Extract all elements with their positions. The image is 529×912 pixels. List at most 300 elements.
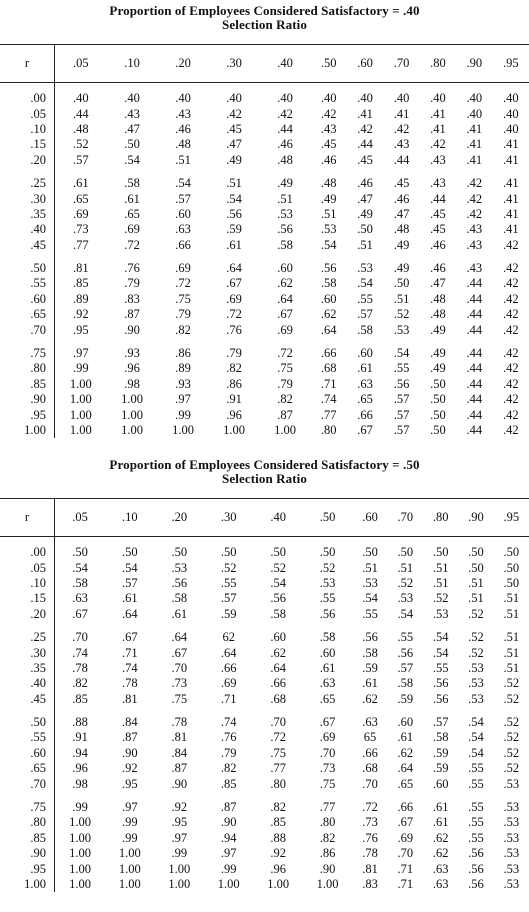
table-cell: .46 <box>277 137 293 152</box>
table-cell: .66 <box>357 407 373 422</box>
table-cell: .94 <box>220 830 237 845</box>
table-row <box>0 307 529 322</box>
table-cell: .89 <box>73 291 89 306</box>
table-cell: .78 <box>171 715 188 730</box>
table-cell: .70 <box>362 776 378 791</box>
r-value: .90 <box>0 846 55 861</box>
table-cell: .65 <box>73 191 89 206</box>
table-cell: .50 <box>503 545 520 560</box>
table-cell: .58 <box>277 237 293 252</box>
table-cell: .84 <box>171 745 188 760</box>
table-cell: 1.00 <box>217 877 240 891</box>
table-cell: .78 <box>362 846 378 861</box>
table-cell: .73 <box>171 676 188 691</box>
r-value: .00 <box>0 91 55 106</box>
table-row <box>0 176 529 191</box>
table-cell: .75 <box>171 691 188 706</box>
table-row <box>0 261 529 276</box>
table-cell: .56 <box>432 691 449 706</box>
table-cell: .53 <box>503 800 520 815</box>
table-cell: .82 <box>72 676 88 691</box>
table-cell: .61 <box>357 361 373 376</box>
table-cell: .99 <box>72 800 88 815</box>
table-cell: .50 <box>72 545 88 560</box>
table-row <box>0 222 529 237</box>
table-cell: .97 <box>171 830 188 845</box>
table-cell: 1.00 <box>168 861 191 876</box>
table-cell: .51 <box>503 630 520 645</box>
table-row <box>0 761 529 776</box>
table-cell: .97 <box>175 392 191 407</box>
r-value: .80 <box>0 815 55 830</box>
table-cell: .51 <box>277 191 293 206</box>
table-cell: .57 <box>397 660 414 675</box>
table-cell: .40 <box>124 91 140 106</box>
table-cell: .56 <box>468 877 484 891</box>
table-cell: .42 <box>502 407 519 422</box>
table-row <box>0 276 529 291</box>
table-cell: .82 <box>270 800 286 815</box>
table-cell: .69 <box>220 676 237 691</box>
table-cell: .42 <box>466 176 483 191</box>
r-value: 1.00 <box>0 423 55 438</box>
table-cell: .53 <box>319 575 336 590</box>
table-cell: .57 <box>73 152 89 167</box>
table-cell: .55 <box>468 830 484 845</box>
table-cell: .63 <box>72 591 88 606</box>
selection-ratio-header: .50 <box>311 45 347 83</box>
table-cell: .51 <box>432 560 449 575</box>
selection-ratio-header: .40 <box>253 499 302 537</box>
r-value: .15 <box>0 591 55 606</box>
table-row <box>0 91 529 106</box>
table-cell: 1.00 <box>118 877 141 891</box>
table-cell: .86 <box>319 846 336 861</box>
table-cell: .73 <box>362 815 378 830</box>
table-cell: .70 <box>171 660 188 675</box>
table-cell: .57 <box>393 392 410 407</box>
table-cell: .51 <box>432 575 449 590</box>
table-cell: .50 <box>362 545 378 560</box>
table-cell: .86 <box>226 376 242 391</box>
table-cell: .55 <box>357 291 373 306</box>
table-cell: .43 <box>175 106 191 121</box>
table-cell: .40 <box>430 91 446 106</box>
table-cell: .50 <box>270 545 286 560</box>
table-cell: .59 <box>397 691 414 706</box>
r-value: .60 <box>0 746 55 761</box>
table-cell: 1.00 <box>267 877 290 891</box>
table-cell: .51 <box>320 206 337 221</box>
table-cell: .69 <box>124 222 140 237</box>
table-cell: .92 <box>270 846 286 861</box>
table-cell: .50 <box>124 137 140 152</box>
table-cell: .50 <box>357 222 373 237</box>
table-cell: .41 <box>466 137 483 152</box>
table-cell: .56 <box>432 676 449 691</box>
table-cell: .52 <box>503 761 520 776</box>
r-value: .70 <box>0 776 55 791</box>
table-cell: .56 <box>277 222 293 237</box>
table-cell: .90 <box>121 745 138 760</box>
table-cell: 1.00 <box>69 423 92 437</box>
table-cell: .56 <box>468 846 484 861</box>
table-cell: .76 <box>124 261 140 276</box>
table-cell: .82 <box>226 361 242 376</box>
r-value: .35 <box>0 661 55 676</box>
table-cell: .51 <box>362 560 378 575</box>
table-cell: .47 <box>357 191 373 206</box>
table-row <box>0 392 529 407</box>
table-cell: .53 <box>503 846 520 861</box>
table-cell: .54 <box>72 560 88 575</box>
table-cell: .53 <box>468 691 484 706</box>
table-cell: .43 <box>393 137 410 152</box>
table-cell: .75 <box>277 361 293 376</box>
r-value: .10 <box>0 576 55 591</box>
table-cell: .71 <box>320 376 337 391</box>
group-spacer <box>0 707 529 715</box>
table-cell: .50 <box>319 545 336 560</box>
table-row <box>0 861 529 876</box>
table-cell: .55 <box>468 776 484 791</box>
table-cell: .62 <box>277 276 293 291</box>
table-cell: .44 <box>73 106 89 121</box>
table-cell: .87 <box>277 407 293 422</box>
table-cell: .75 <box>270 745 286 760</box>
selection-ratio-header: .20 <box>155 499 204 537</box>
table-cell: .66 <box>397 800 414 815</box>
table-cell: .74 <box>72 645 88 660</box>
table-cell: 1.00 <box>69 830 91 845</box>
table-cell: .49 <box>277 176 293 191</box>
table-cell: .63 <box>362 715 378 730</box>
table-cell: .77 <box>319 800 336 815</box>
table-subtitle: Selection Ratio <box>222 471 307 486</box>
table-cell: .84 <box>121 715 138 730</box>
table-cell: .51 <box>503 591 520 606</box>
selection-ratio-header: .05 <box>55 499 106 537</box>
table-cell: .56 <box>226 206 242 221</box>
table-cell: .83 <box>124 291 140 306</box>
table-cell: .62 <box>432 830 449 845</box>
table-cell: .95 <box>73 322 89 337</box>
table-cell: .81 <box>362 861 378 876</box>
table-cell: .57 <box>357 307 373 322</box>
r-value: .65 <box>0 761 55 776</box>
table-row <box>0 191 529 206</box>
table-cell: .42 <box>502 376 519 391</box>
table-cell: .51 <box>175 152 191 167</box>
table-cell: .68 <box>320 361 337 376</box>
table-cell: .40 <box>357 91 373 106</box>
table-cell: .54 <box>362 591 378 606</box>
table-cell: .50 <box>121 545 138 560</box>
table-cell: .71 <box>397 861 414 876</box>
table-cell: .70 <box>397 846 414 861</box>
group-spacer <box>0 168 529 176</box>
table-cell: .50 <box>503 575 520 590</box>
table-cell: .58 <box>319 630 336 645</box>
header-row <box>0 499 529 537</box>
table-cell: .50 <box>432 545 449 560</box>
r-value: .45 <box>0 238 55 253</box>
table-cell: .87 <box>171 761 188 776</box>
table-cell: .92 <box>121 761 138 776</box>
table-cell: .54 <box>397 606 414 621</box>
table-cell: .49 <box>430 361 446 376</box>
table-cell: .46 <box>320 152 337 167</box>
table-cell: .47 <box>393 206 410 221</box>
table-cell: .52 <box>73 137 89 152</box>
table-cell: .42 <box>502 291 519 306</box>
table-cell: 65 <box>363 730 377 745</box>
table-cell: .40 <box>502 106 519 121</box>
table-row <box>0 607 529 622</box>
table-cell: .99 <box>73 361 89 376</box>
r-value: .55 <box>0 276 55 291</box>
table-cell: .79 <box>220 745 237 760</box>
table-row <box>0 346 529 361</box>
table-cell: .48 <box>277 152 293 167</box>
table-cell: .82 <box>277 392 293 407</box>
table-cell: .78 <box>121 676 138 691</box>
r-value: .50 <box>0 715 55 730</box>
table-title: Proportion of Employees Considered Satisfactory = .50 <box>109 457 420 472</box>
table-cell: .44 <box>393 152 410 167</box>
table-cell: .81 <box>121 691 138 706</box>
table-cell: .40 <box>73 91 89 106</box>
table-cell: .79 <box>124 276 140 291</box>
table-cell: .53 <box>503 776 520 791</box>
table-cell: .54 <box>393 346 410 361</box>
table-cell: .55 <box>432 660 449 675</box>
table-row <box>0 746 529 761</box>
table-cell: .53 <box>171 560 188 575</box>
table-cell: .44 <box>466 322 483 337</box>
table-cell: .44 <box>466 407 483 422</box>
table-cell: .58 <box>270 606 286 621</box>
r-value: .25 <box>0 176 55 191</box>
table-cell: .51 <box>503 645 520 660</box>
table-cell: .81 <box>73 261 89 276</box>
table-cell: .62 <box>362 691 378 706</box>
table-cell: .69 <box>175 261 191 276</box>
table-title-block <box>0 458 529 486</box>
table-cell: .90 <box>319 861 336 876</box>
table-cell: .68 <box>362 761 378 776</box>
table-cell: .59 <box>362 660 378 675</box>
table-row <box>0 137 529 152</box>
table-cell: .57 <box>121 575 138 590</box>
table-cell: .55 <box>393 361 410 376</box>
table-cell: .48 <box>393 222 410 237</box>
table-cell: .50 <box>171 545 188 560</box>
table-cell: .69 <box>397 830 414 845</box>
table-row <box>0 545 529 560</box>
table-cell: .46 <box>430 261 446 276</box>
table-cell: .77 <box>73 237 89 252</box>
table-cell: .42 <box>466 206 483 221</box>
table-cell: .42 <box>502 423 519 437</box>
table-cell: .80 <box>320 423 337 437</box>
table-cell: 1.00 <box>69 877 91 891</box>
table-cell: 1.00 <box>168 877 191 891</box>
table-cell: .47 <box>226 137 242 152</box>
table-cell: .58 <box>432 730 449 745</box>
table-cell: .76 <box>362 830 378 845</box>
table-cell: 1.00 <box>69 815 91 830</box>
table-cell: 1.00 <box>69 407 92 422</box>
table-cell: .67 <box>226 276 242 291</box>
table-cell: .42 <box>393 121 410 136</box>
table-cell: .99 <box>220 861 237 876</box>
table-cell: .41 <box>430 121 446 136</box>
r-value: .85 <box>0 831 55 846</box>
table-cell: .97 <box>220 846 237 861</box>
table-cell: .44 <box>430 191 446 206</box>
table-cell: .64 <box>226 261 242 276</box>
table-cell: .50 <box>430 376 446 391</box>
table-cell: .58 <box>124 176 140 191</box>
r-value: .80 <box>0 361 55 376</box>
table-row <box>0 207 529 222</box>
table-cell: .45 <box>430 206 446 221</box>
selection-ratio-header: .70 <box>388 499 423 537</box>
table-cell: .53 <box>362 575 378 590</box>
table-cell: .53 <box>503 830 520 845</box>
selection-ratio-header: .10 <box>105 499 154 537</box>
table-cell: .42 <box>502 276 519 291</box>
table-cell: .51 <box>503 606 520 621</box>
table-cell: .81 <box>171 730 188 745</box>
table-cell: .44 <box>466 392 483 407</box>
table-cell: .56 <box>270 591 286 606</box>
table-cell: .85 <box>220 776 237 791</box>
table-cell: .63 <box>319 676 336 691</box>
r-value: .35 <box>0 207 55 222</box>
selection-ratio-header: .60 <box>352 499 387 537</box>
group-spacer <box>0 338 529 346</box>
table-cell: .96 <box>226 407 242 422</box>
table-cell: .42 <box>502 307 519 322</box>
table-cell: .54 <box>270 575 286 590</box>
table-cell: .60 <box>175 206 191 221</box>
table-row <box>0 106 529 121</box>
table-cell: .80 <box>270 776 286 791</box>
table-cell: .53 <box>432 606 449 621</box>
table-cell: .46 <box>430 237 446 252</box>
table-cell: .54 <box>432 645 449 660</box>
table-cell: .97 <box>73 346 89 361</box>
table-cell: .64 <box>320 322 337 337</box>
table-cell: .55 <box>468 800 484 815</box>
table-cell: .45 <box>226 121 242 136</box>
table-cell: .44 <box>277 121 293 136</box>
table-cell: .76 <box>220 730 237 745</box>
table-cell: .53 <box>503 877 520 891</box>
table-cell: .54 <box>357 276 373 291</box>
table-cell: .45 <box>393 176 410 191</box>
table-cell: .96 <box>270 861 286 876</box>
table-cell: .53 <box>503 861 520 876</box>
table-cell: .58 <box>362 645 378 660</box>
table-cell: .61 <box>362 676 378 691</box>
table-cell: .92 <box>73 307 89 322</box>
table-cell: .63 <box>432 877 449 891</box>
table-cell: .42 <box>502 261 519 276</box>
table-cell: .41 <box>466 121 483 136</box>
table-cell: .72 <box>175 276 191 291</box>
table-cell: .49 <box>226 152 242 167</box>
table-row <box>0 576 529 591</box>
table-cell: .59 <box>226 222 242 237</box>
table-cell: .54 <box>124 152 140 167</box>
table-cell: 1.00 <box>121 423 144 437</box>
table-cell: .48 <box>430 307 446 322</box>
table-cell: .50 <box>220 545 237 560</box>
table-cell: .66 <box>270 676 286 691</box>
table-cell: .67 <box>121 630 138 645</box>
table-cell: .55 <box>468 761 484 776</box>
table-cell: .41 <box>357 106 373 121</box>
table-cell: .44 <box>466 346 483 361</box>
table-cell: .42 <box>502 237 519 252</box>
table-cell: .58 <box>397 676 414 691</box>
table-row <box>0 153 529 168</box>
table-cell: 1.00 <box>121 392 144 407</box>
selection-ratio-header: .80 <box>420 45 456 83</box>
table-cell: .61 <box>73 176 89 191</box>
table-cell: .77 <box>270 761 286 776</box>
table-cell: .75 <box>319 776 336 791</box>
table-row <box>0 877 529 892</box>
table-cell: .75 <box>175 291 191 306</box>
table-cell: .54 <box>121 560 138 575</box>
table-cell: .68 <box>270 691 286 706</box>
table-cell: .62 <box>397 745 414 760</box>
table-cell: .61 <box>124 191 140 206</box>
table-cell: .52 <box>319 560 336 575</box>
r-column-header: r <box>0 499 55 537</box>
table-cell: .42 <box>226 106 242 121</box>
table-block-50 <box>0 457 529 891</box>
table-cell: .95 <box>121 776 138 791</box>
selection-ratio-header: .30 <box>204 499 253 537</box>
table-cell: .50 <box>468 560 484 575</box>
table-cell: .91 <box>226 392 242 407</box>
table-row <box>0 591 529 606</box>
r-value: .65 <box>0 307 55 322</box>
table-cell: .73 <box>319 761 336 776</box>
table-cell: .67 <box>277 307 293 322</box>
group-spacer <box>0 622 529 630</box>
table-cell: .52 <box>468 645 484 660</box>
r-value: 1.00 <box>0 877 55 892</box>
table-cell: .51 <box>468 591 484 606</box>
table-cell: .66 <box>175 237 191 252</box>
table-cell: .54 <box>226 191 242 206</box>
r-value: .05 <box>0 106 55 121</box>
table-cell: .87 <box>220 800 237 815</box>
table-cell: .45 <box>430 222 446 237</box>
table-cell: .41 <box>502 222 519 237</box>
table-cell: .62 <box>432 846 449 861</box>
table-cell: .74 <box>220 715 237 730</box>
table-cell: .55 <box>468 815 484 830</box>
table-cell: .51 <box>397 560 414 575</box>
table-cell: .41 <box>430 106 446 121</box>
